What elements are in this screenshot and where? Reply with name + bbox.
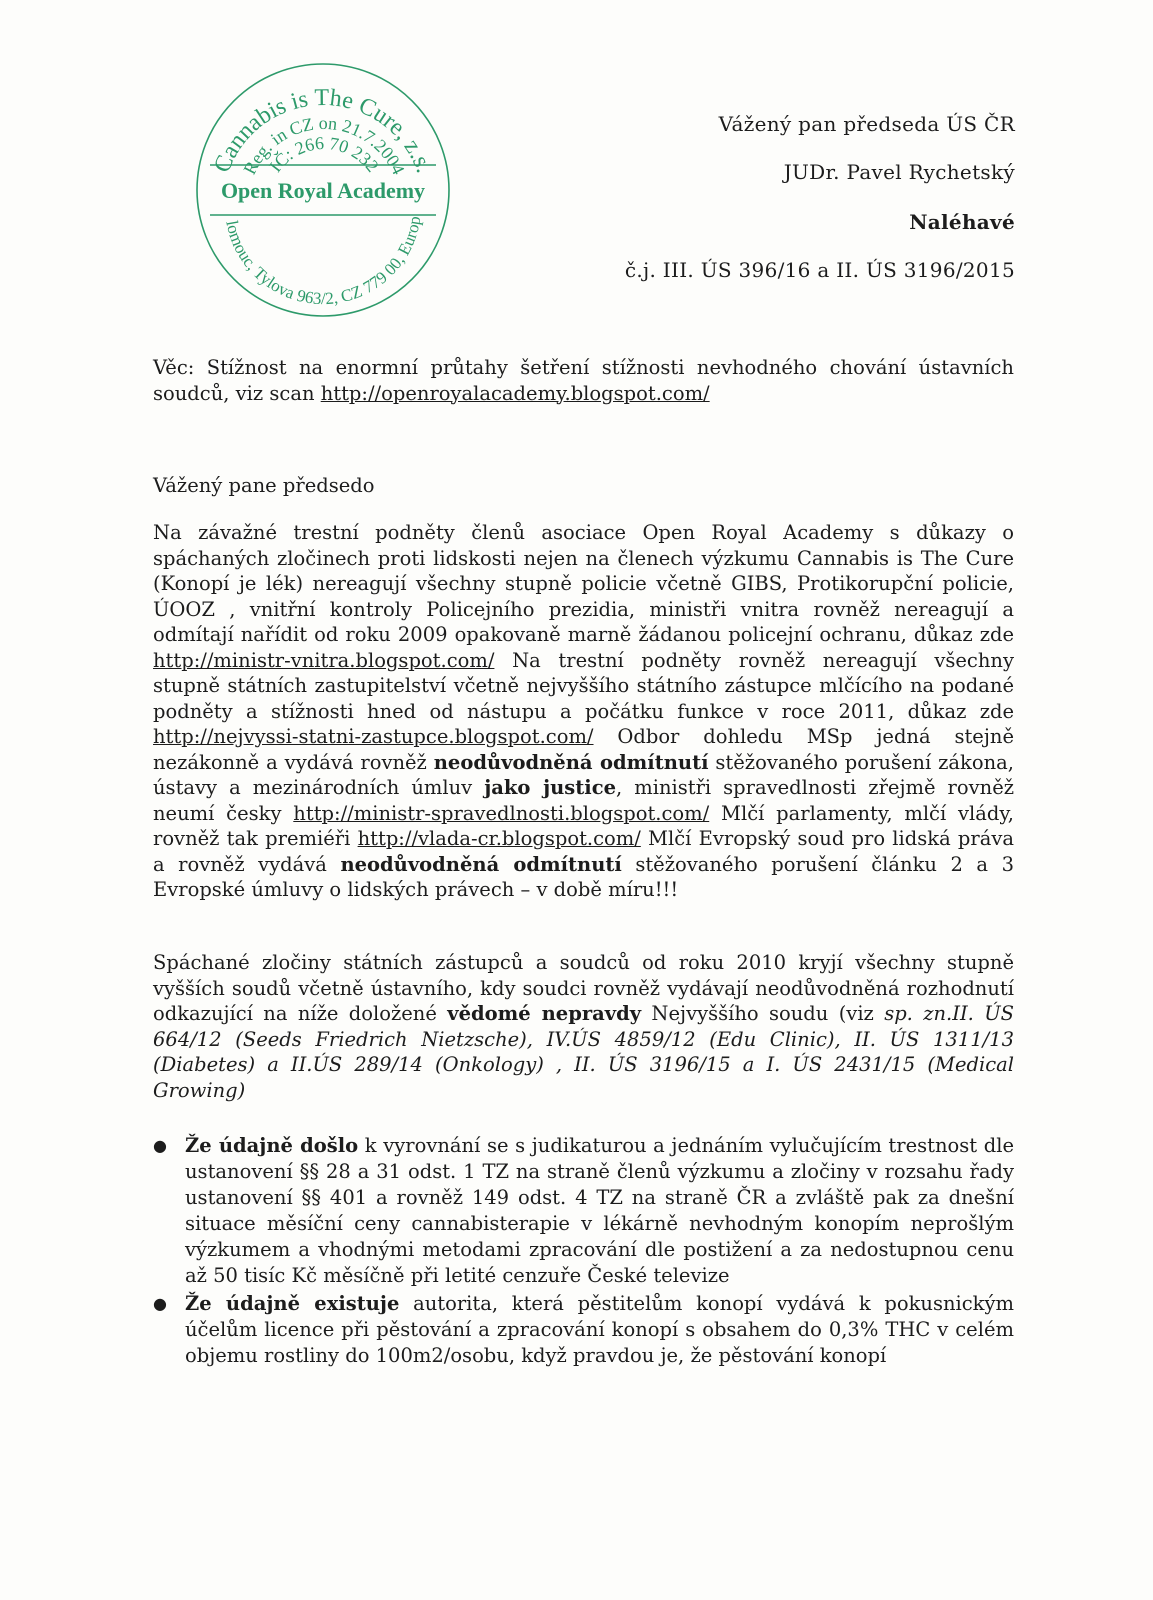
claims-list	[153, 1133, 1014, 1371]
p1-text-1: Na závažné trestní podněty členů asociace Open Royal Academy s důkazy o spáchaných zločinech proti lidskosti nejen na členech výzkumu Cannabis is The Cure (Konopí je lék) nereagují všechny stupně policie včetně GIBS, Protikorupční policie, ÚOOZ , vnitřní kontroly Policejního prezidia, ministři vnitra rovněž nereagují a odmítají nařídit od roku 2009 opakovaně marně žádanou policejní ochranu, důkaz zde	[153, 521, 1014, 646]
paragraph-1	[153, 520, 1014, 903]
urgency-label: Naléhavé	[909, 210, 1015, 234]
bullet-text: k vyrovnání se s judikaturou a jednáním vylučujícím trestnost dle ustanovení §§ 28 a 31 odst. 1 TZ na straně členů výzkumu a zločiny v rozsahu řady ustanovení §§ 401 a rovněž 149 odst. 4 TZ na straně ČR a zvláště pak za dnešní situace měsíční ceny cannabisterapie v lékárně nevhodným konopím neprošlým výzkumem a vhodnými metodami zpracování dle postižení a za nedostupnou cenu až 50 tisíc Kč měsíčně při letité cenzuře České televize	[185, 1134, 1014, 1287]
p1-text-4: stěžovaného porušení zákona, ústavy a mezinárodních úmluv	[153, 750, 1014, 799]
recipient-title: Vážený pan předseda ÚS ČR	[718, 112, 1015, 136]
list-item	[153, 1291, 1014, 1369]
p1-bold-2: jako justice	[484, 776, 616, 799]
p1-text-7: Mlčí Evropský soud pro lidská práva a rovněž vydává	[153, 827, 1015, 876]
nejvyssi-statni-zastupce-link[interactable]: http://nejvyssi-statni-zastupce.blogspot.com/	[153, 725, 594, 748]
subject-text: Věc: Stížnost na enormní průtahy šetření stížnosti nevhodného chování ústavních soudců, viz scan	[153, 356, 1014, 405]
p1-text-3: Odbor dohledu MSp jedná stejně nezákonně a vydává rovněž	[153, 725, 1014, 774]
p1-text-8: stěžovaného porušení článku 2 a 3 Evropské úmluvy o lidských právech – v době míru!!!	[153, 852, 1014, 901]
bullet-bold: Že údajně došlo	[185, 1134, 359, 1157]
p1-bold-1: neodůvodněná odmítnutí	[433, 750, 709, 774]
bullet-icon: ●	[153, 1136, 167, 1155]
p1-text-6: Mlčí parlamenty, mlčí vlády, rovněž tak premiéři	[153, 801, 1014, 850]
salutation: Vážený pane předsedo	[153, 474, 375, 497]
subject-link[interactable]: http://openroyalacademy.blogspot.com/	[320, 381, 710, 405]
vlada-cr-link[interactable]: http://vlada-cr.blogspot.com/	[357, 827, 641, 850]
case-reference: č.j. III. ÚS 396/16 a II. ÚS 3196/2015	[624, 258, 1015, 282]
stamp-reg-text: Reg. in CZ on 21.7.2004	[239, 112, 409, 178]
recipient-name: JUDr. Pavel Rychetský	[783, 160, 1015, 184]
stamp-seal-icon	[188, 55, 458, 325]
ministr-vnitra-link[interactable]: http://ministr-vnitra.blogspot.com/	[153, 648, 495, 672]
stamp-outer-text: Cannabis is The Cure, z.s.	[209, 84, 438, 177]
p2-italic-cases: sp. zn.II. ÚS 664/12 (Seeds Friedrich Nietzsche), IV.ÚS 4859/12 (Edu Clinic), II. ÚS 1311/13 (Diabetes) a II.ÚS 289/14 (Onkology) , II. ÚS 3196/15 a I. ÚS 2431/15 (Medical Growing)	[153, 1002, 1015, 1102]
paragraph-2	[153, 950, 1014, 1103]
p1-text-2: Na trestní podněty rovněž nereagují všechny stupně státních zastupitelství včetně nejvyššího státního zástupce mlčícího na podané podněty a stížnosti hned od nástupu a počátku funkce v roce 2011, důkaz zde	[153, 648, 1014, 723]
stamp-center-text: Open Royal Academy	[220, 178, 426, 203]
stamp-address-text: lomouc, Tylova 963/2, CZ 779 00, Europ	[222, 214, 425, 309]
p2-text-2: Nejvyššího soudu (viz	[641, 1002, 885, 1025]
p1-bold-3: neodůvodněná odmítnutí	[340, 852, 622, 876]
p2-text-1: Spáchané zločiny státních zástupců a soudců od roku 2010 kryjí všechny stupně vyšších soudů včetně ústavního, kdy soudci rovněž vydávají neodůvodněná rozhodnutí odkazující na níže doložené	[153, 951, 1014, 1025]
stamp-ic-text: IČ: 266 70 232	[265, 132, 383, 176]
subject-line	[153, 355, 1014, 406]
p2-bold-1: vědomé nepravdy	[447, 1002, 642, 1025]
bullet-bold: Že údajně existuje	[185, 1292, 400, 1315]
bullet-icon: ●	[153, 1294, 167, 1313]
ministr-spravedlnosti-link[interactable]: http://ministr-spravedlnosti.blogspot.com/	[293, 801, 710, 825]
organization-stamp	[188, 55, 458, 325]
p1-text-5: , ministři spravedlnosti zřejmě rovněž neumí česky	[153, 776, 1015, 825]
list-item	[153, 1133, 1014, 1289]
bullet-text: autorita, která pěstitelům konopí vydává k pokusnickým účelům licence při pěstování a zpracování konopí s obsahem do 0,3% THC v celém objemu rostliny do 100m2/osobu, když pravdou je, že pěstování konopí	[185, 1292, 1015, 1367]
